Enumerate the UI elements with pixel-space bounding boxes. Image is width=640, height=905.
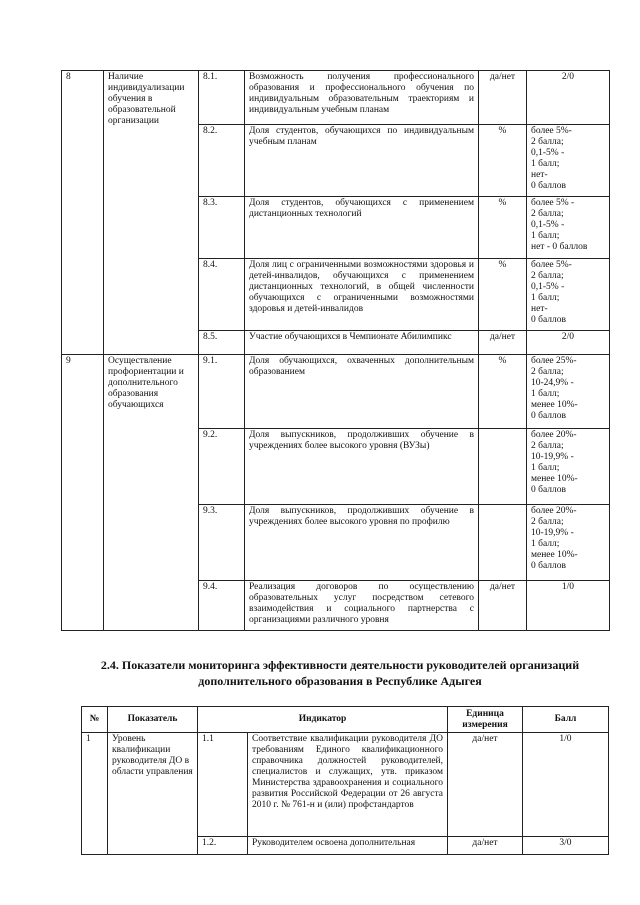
criterion-name: Уровень квалификации руководителя ДО в области управления [108,733,198,855]
indicator-unit [479,429,527,505]
indicator-text: Доля студентов, обучающихся по индивидуальным учебным планам [245,125,479,197]
table-header-row [82,707,609,733]
indicator-score: 1/0 [523,733,609,837]
indicators-table-continued [61,70,610,631]
indicator-unit: % [479,197,527,259]
indicator-code: 8.4. [199,259,245,331]
indicator-code: 8.5. [199,331,245,355]
indicator-code: 9.3. [199,505,245,581]
indicator-unit: да/нет [479,71,527,125]
indicator-code: 9.2. [199,429,245,505]
indicator-score: 3/0 [523,837,609,855]
indicator-unit: да/нет [479,331,527,355]
indicator-score: 2/0 [527,331,610,355]
indicator-unit: % [479,355,527,429]
indicator-code: 8.3. [199,197,245,259]
criterion-name: Осуществление профориентации и дополнительного образования обучающихся [104,355,199,631]
indicator-code: 9.1. [199,355,245,429]
criterion-number: 1 [82,733,108,855]
header-score: Балл [523,707,609,733]
indicator-score: 2/0 [527,71,610,125]
header-indicator: Индикатор [198,707,448,733]
indicator-score: более 25%- 2 балла; 10-24,9% - 1 балл; менее 10%- 0 баллов [527,355,610,429]
criterion-number: 9 [62,355,104,631]
indicator-unit: да/нет [479,581,527,631]
table-row [62,355,610,429]
indicator-text: Соответствие квалификации руководителя ДО требованиям Единого квалификационного справочника должностей руководителей, специалистов и служащих, утв. приказом Министерства здравоохранения и социального развития Российской Федерации от 26 августа 2010 г. № 761-н и (или) профстандартов [248,733,448,837]
indicator-code: 1.1 [198,733,248,837]
indicator-text: Доля лиц с ограниченными возможностями здоровья и детей-инвалидов, обучающихся с применением дистанционных технологий, в общей численности обучающихся с ограниченными возможностями здоровья и детей-инвалидов [245,259,479,331]
indicator-score: более 5% - 2 балла; 0,1-5% - 1 балл; нет - 0 баллов [527,197,610,259]
indicator-text: Доля выпускников, продолживших обучение в учреждениях более высокого уровня по профилю [245,505,479,581]
indicator-unit: да/нет [448,837,523,855]
indicator-score: более 5%- 2 балла; 0,1-5% - 1 балл; нет- 0 баллов [527,259,610,331]
indicator-text: Реализация договоров по осуществлению образовательных услуг посредством сетевого взаимодействия и социального партнерства с организациями различного уровня [245,581,479,631]
section-heading: 2.4. Показатели мониторинга эффективности деятельности руководителей организаций дополнительного образования в Республике Адыгея [100,658,580,688]
indicator-unit: да/нет [448,733,523,837]
criterion-number: 8 [62,71,104,355]
indicator-code: 9.4. [199,581,245,631]
indicator-text: Доля выпускников, продолживших обучение в учреждениях более высокого уровня (ВУЗы) [245,429,479,505]
indicator-text: Доля студентов, обучающихся с применением дистанционных технологий [245,197,479,259]
director-indicators-table [81,706,609,855]
indicator-score: более 5%- 2 балла; 0,1-5% - 1 балл; нет- 0 баллов [527,125,610,197]
indicator-unit [479,505,527,581]
indicator-code: 1.2. [198,837,248,855]
table-row [82,733,609,837]
indicator-score: более 20%- 2 балла; 10-19,9% - 1 балл; менее 10%- 0 баллов [527,429,610,505]
criterion-name: Наличие индивидуализации обучения в образовательной организации [104,71,199,355]
indicator-score: 1/0 [527,581,610,631]
indicator-text: Возможность получения профессионального образования и профессионального обучения по индивидуальным образовательным траекториям и индивидуальным учебным планам [245,71,479,125]
indicator-unit: % [479,125,527,197]
table-row [62,71,610,125]
header-unit: Единица измерения [448,707,523,733]
header-num: № [82,707,108,733]
indicator-text: Руководителем освоена дополнительная [248,837,448,855]
indicator-text: Участие обучающихся в Чемпионате Абилимпикс [245,331,479,355]
header-indicator-name: Показатель [108,707,198,733]
indicator-text: Доля обучающихся, охваченных дополнительным образованием [245,355,479,429]
indicator-code: 8.2. [199,125,245,197]
indicator-code: 8.1. [199,71,245,125]
indicator-unit: % [479,259,527,331]
indicator-score: более 20%- 2 балла; 10-19,9% - 1 балл; менее 10%- 0 баллов [527,505,610,581]
